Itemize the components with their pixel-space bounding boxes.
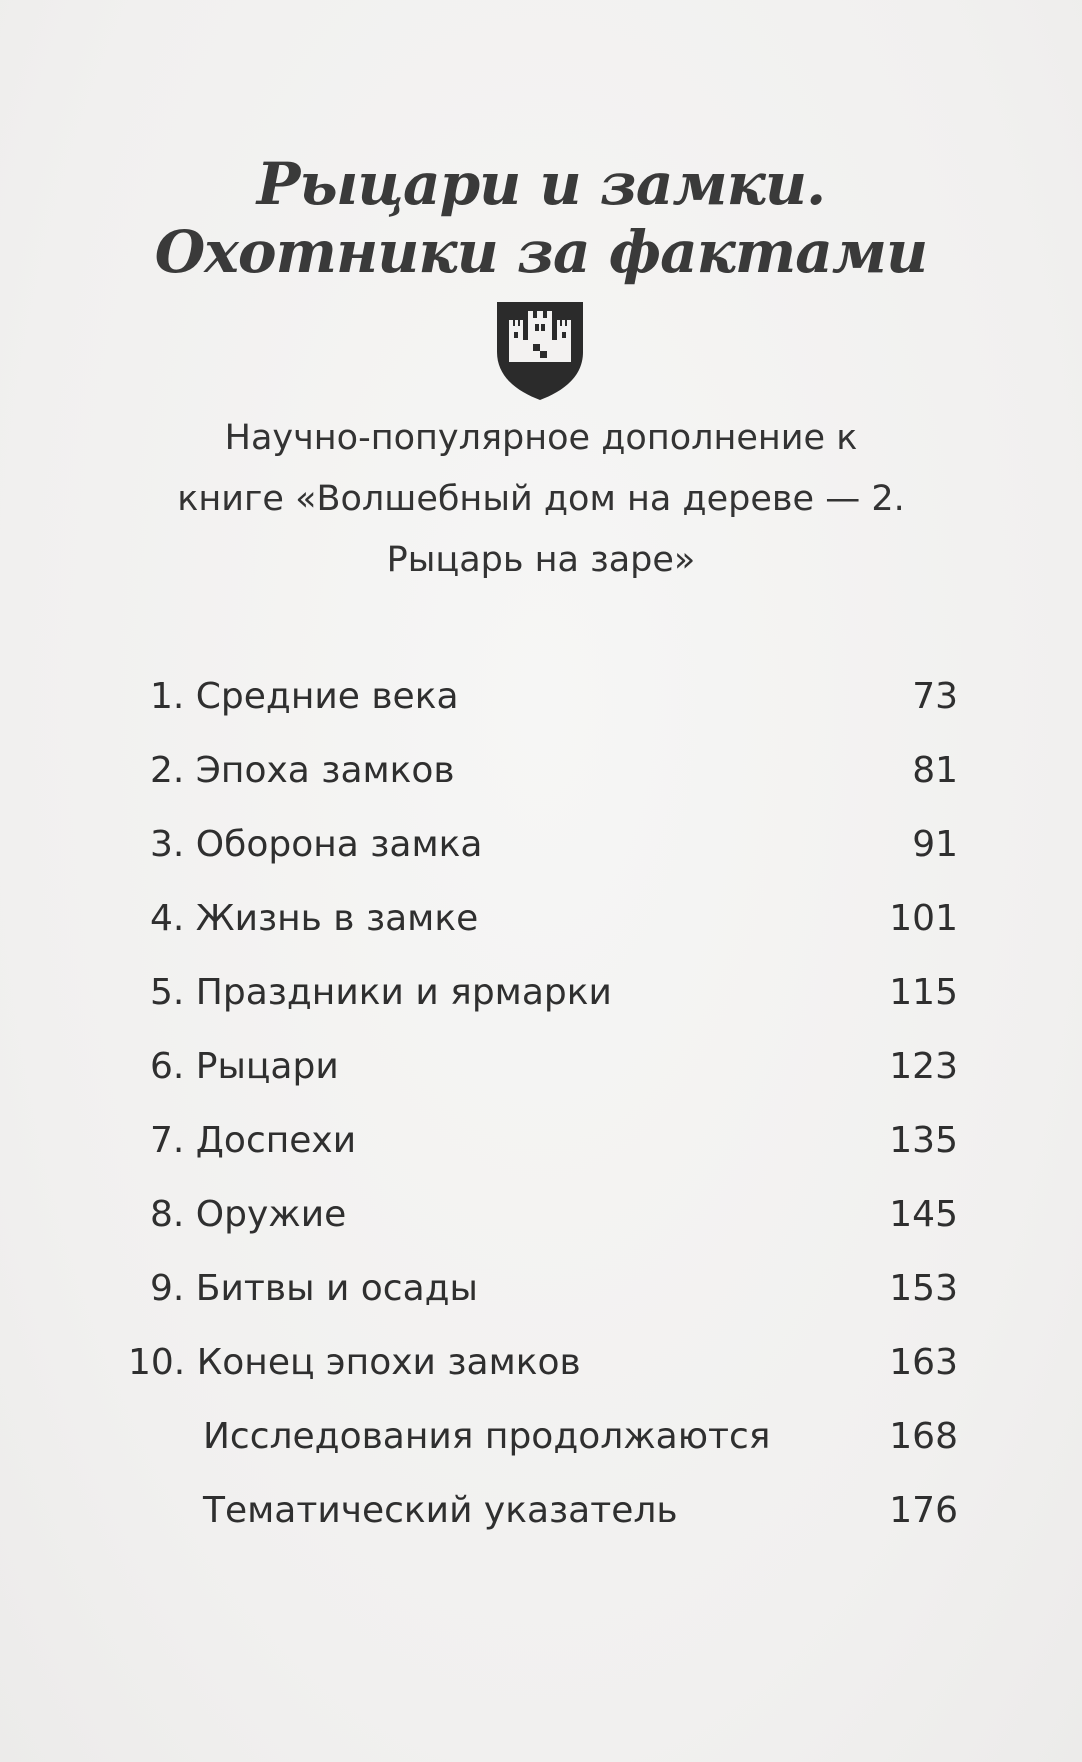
toc-entry-page: 91 <box>912 824 958 865</box>
toc-entry-title: 10. Конец эпохи замков <box>128 1342 581 1383</box>
toc-entry <box>0 660 1082 734</box>
subtitle-line-2: книге «Волшебный дом на дереве — 2. <box>177 479 905 519</box>
toc-entry <box>0 882 1082 956</box>
toc-entry-page: 168 <box>889 1416 958 1457</box>
toc-entry-page: 73 <box>912 676 958 717</box>
toc-entry-title: 6. Рыцари <box>150 1046 339 1087</box>
toc-entry-page: 163 <box>889 1342 958 1383</box>
toc-entry <box>0 956 1082 1030</box>
toc-entry <box>0 1178 1082 1252</box>
toc-entry-title: 9. Битвы и осады <box>150 1268 478 1309</box>
toc-entry <box>0 1252 1082 1326</box>
toc-entry-title: Исследования продолжаются <box>203 1416 771 1457</box>
toc-entry-title: 3. Оборона замка <box>150 824 483 865</box>
toc-entry-title: 7. Доспехи <box>150 1120 357 1161</box>
toc-entry-title: 5. Праздники и ярмарки <box>150 972 612 1013</box>
toc-entry-page: 101 <box>889 898 958 939</box>
toc-entry-title: 8. Оружие <box>150 1194 347 1235</box>
subtitle-line-1: Научно-популярное дополнение к <box>224 418 858 458</box>
toc-entry-title: 2. Эпоха замков <box>150 750 455 791</box>
castle-shield-icon <box>495 300 585 402</box>
toc-entry <box>0 808 1082 882</box>
subtitle-line-3: Рыцарь на заре» <box>386 540 696 580</box>
toc-entry <box>0 1030 1082 1104</box>
toc-entry-page: 176 <box>889 1490 958 1531</box>
book-title-line-2: Охотники за фактами <box>154 218 928 286</box>
toc-entry <box>0 1326 1082 1400</box>
toc-entry-page: 123 <box>889 1046 958 1087</box>
book-title-line-1: Рыцари и замки. <box>256 150 826 218</box>
toc-entry-page: 135 <box>889 1120 958 1161</box>
toc-entry-title: Тематический указатель <box>203 1490 678 1531</box>
toc-entry-page: 153 <box>889 1268 958 1309</box>
toc-entry <box>0 1474 1082 1548</box>
toc-entry-page: 81 <box>912 750 958 791</box>
toc-entry <box>0 1400 1082 1474</box>
toc-entry <box>0 1104 1082 1178</box>
toc-entry-page: 115 <box>889 972 958 1013</box>
toc-entry-page: 145 <box>889 1194 958 1235</box>
toc-entry <box>0 734 1082 808</box>
toc-entry-title: 4. Жизнь в замке <box>150 898 479 939</box>
toc-entry-title: 1. Средние века <box>150 676 459 717</box>
